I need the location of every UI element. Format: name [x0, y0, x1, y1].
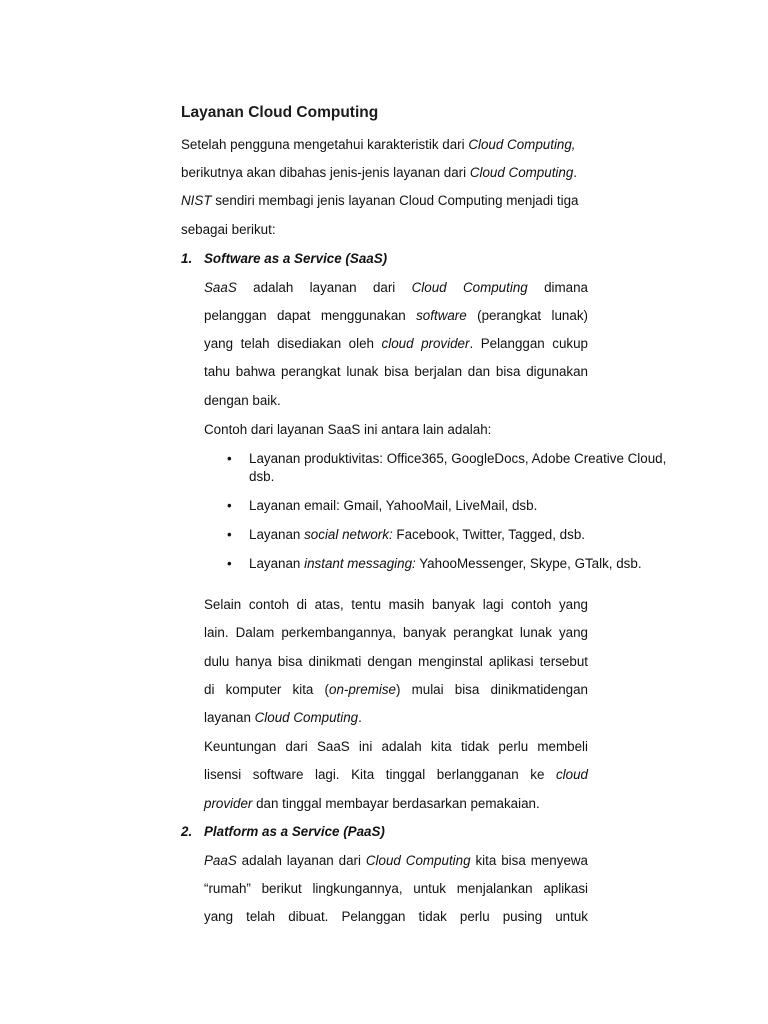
section-2-heading: Platform as a Service (PaaS): [204, 824, 385, 839]
saas-para3-line-4: di komputer kita (on-premise) mulai bisa dinikmatidengan: [204, 682, 588, 697]
saas-para3-line-3: dulu hanya bisa dinikmati dengan menginstal aplikasi tersebut: [204, 654, 588, 669]
saas-para3-line-2: lain. Dalam perkembangannya, banyak perangkat lunak yang: [204, 625, 588, 640]
bullet-item-social-network: Layanan social network: Facebook, Twitter, Tagged, dsb.: [249, 527, 585, 542]
paas-para-line-1: PaaS adalah layanan dari Cloud Computing kita bisa menyewa: [204, 853, 589, 868]
section-1-number: 1.: [181, 251, 193, 266]
bullet-item-productivity: Layanan produktivitas: Office365, GoogleDocs, Adobe Creative Cloud, dsb.: [249, 451, 667, 484]
saas-para4-line-2: lisensi software lagi. Kita tinggal berlangganan ke cloud: [204, 767, 588, 782]
saas-para-line-5: dengan baik.: [204, 393, 281, 408]
intro-line-2: berikutnya akan dibahas jenis-jenis layanan dari Cloud Computing.: [181, 165, 578, 180]
saas-para-line-4: tahu bahwa perangkat lunak bisa berjalan dan bisa digunakan: [204, 364, 588, 379]
saas-para4-line-1: Keuntungan dari SaaS ini adalah kita tidak perlu membeli: [204, 739, 588, 754]
saas-para-line-2: pelanggan dapat menggunakan software (perangkat lunak): [204, 308, 588, 323]
saas-para-line-1: SaaS adalah layanan dari Cloud Computing dimana: [204, 280, 589, 295]
paas-para-line-3: yang telah dibuat. Pelanggan tidak perlu pusing untuk: [204, 909, 588, 924]
section-2-number: 2.: [181, 824, 193, 839]
section-1-heading: Software as a Service (SaaS): [204, 251, 388, 266]
saas-para4-line-3: provider dan tinggal membayar berdasarkan pemakaian.: [204, 796, 540, 811]
intro-line-4: sebagai berikut:: [181, 222, 276, 237]
page-title: Layanan Cloud Computing: [181, 104, 379, 121]
saas-para3-line-1: Selain contoh di atas, tentu masih banyak lagi contoh yang: [204, 597, 588, 612]
bullet-icon: •: [227, 527, 232, 542]
intro-line-1: Setelah pengguna mengetahui karakteristik dari Cloud Computing,: [181, 137, 576, 152]
saas-para3-line-5: layanan Cloud Computing.: [204, 710, 362, 725]
bullet-icon: •: [227, 498, 232, 513]
saas-examples-intro: Contoh dari layanan SaaS ini antara lain adalah:: [204, 422, 492, 437]
bullet-item-email: Layanan email: Gmail, YahooMail, LiveMail, dsb.: [249, 498, 538, 513]
bullet-icon: •: [227, 451, 232, 466]
bullet-item-instant-messaging: Layanan instant messaging: YahooMessenger, Skype, GTalk, dsb.: [249, 556, 642, 571]
intro-line-3: NIST sendiri membagi jenis layanan Cloud Computing menjadi tiga: [181, 193, 579, 208]
saas-para-line-3: yang telah disediakan oleh cloud provider. Pelanggan cukup: [204, 336, 588, 351]
paas-para-line-2: “rumah” berikut lingkungannya, untuk menjalankan aplikasi: [204, 881, 588, 896]
bullet-icon: •: [227, 556, 232, 571]
